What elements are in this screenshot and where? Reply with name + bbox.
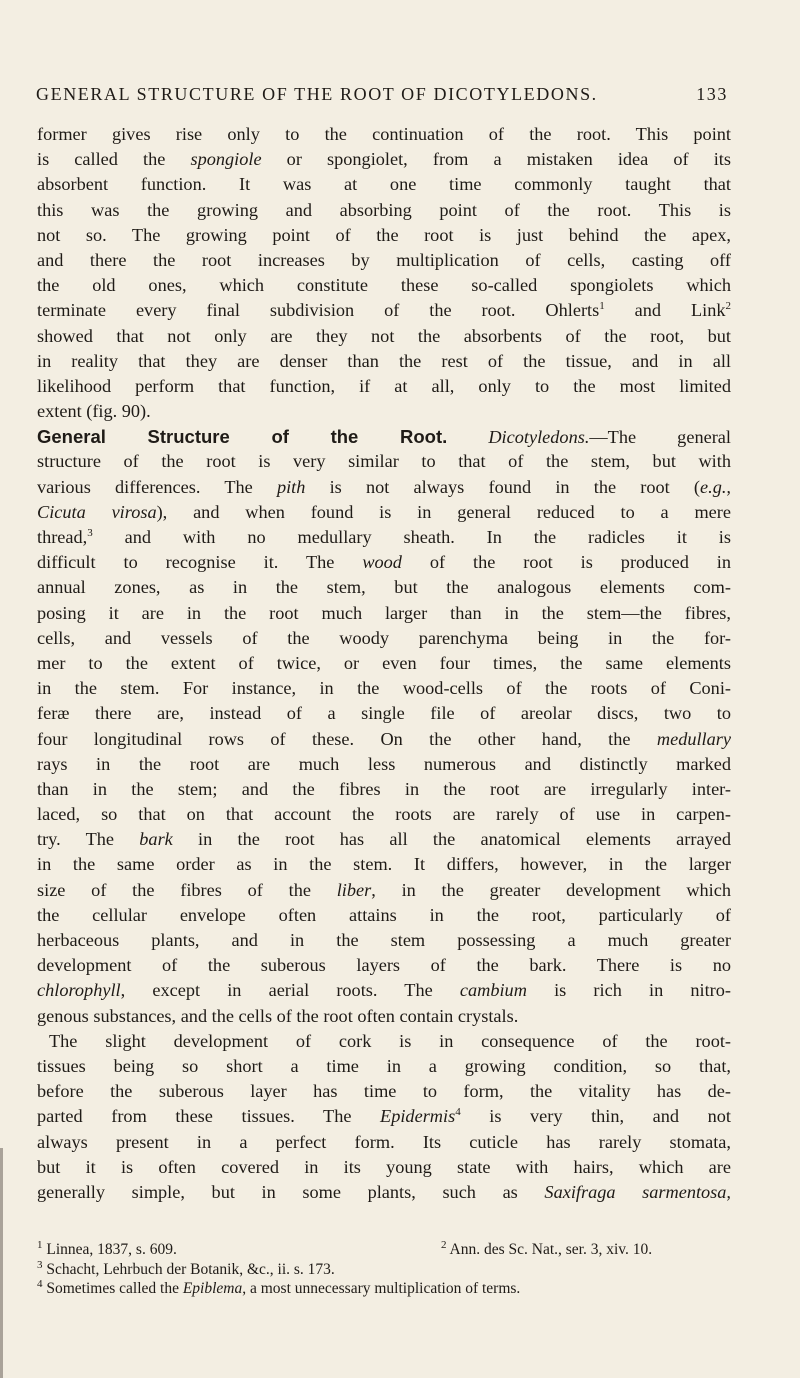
text-line: in the same order as in the stem. It differs, however, in the larger [37, 854, 731, 875]
footnote-row: $^4$ Sometimes called the Epiblema, a most unnecessary multiplication of terms. [37, 1277, 521, 1297]
text-line: four longitudinal rows of these. On the other hand, the medullary [37, 728, 731, 749]
text-line: annual zones, as in the stem, but the analogous elements com- [37, 577, 731, 598]
text-line: herbaceous plants, and in the stem possessing a much greater [37, 930, 731, 950]
text-line: generally simple, but in some plants, such as Saxifraga sarmentosa, [37, 1181, 731, 1202]
footnote-ref: 4 [455, 1106, 461, 1119]
footnote-ref: 2 [725, 300, 731, 313]
text-line: structure of the root is very similar to that of the stem, but with [37, 451, 731, 472]
main-text [37, 122, 731, 1205]
text-line: showed that not only are they not the absorbents of the root, but [37, 325, 731, 346]
text-line: but it is often covered in its young state with hairs, which are [37, 1156, 731, 1177]
text-line: the old ones, which constitute these so-called spongiolets which [37, 275, 731, 296]
text-line: thread,$^3$ and with no medullary sheath. In the radicles it is [37, 526, 731, 547]
footnote-row: $^1$ Linnea, 1837, s. 609. $^2$ Ann. des Sc. Nat., ser. 3, xiv. 10. [37, 1238, 653, 1258]
footnote-ref: 1 [599, 300, 605, 313]
text-line: Cicuta virosa), and when found is in general reduced to a mere [37, 501, 731, 522]
section-heading-line: General Structure of the Root. Dicotyledons.—The general [37, 426, 731, 448]
footnote-3: Schacht, Lehrbuch der Botanik, &c., ii. s. 173. [42, 1260, 335, 1278]
text-line: extent (fig. 90). [37, 401, 151, 422]
text-line: absorbent function. It was at one time commonly taught that [37, 174, 731, 195]
footnote-ref: 3 [87, 526, 93, 539]
text-line: cells, and vessels of the woody parenchyma being in the for- [37, 627, 731, 648]
text-line: before the suberous layer has time to form, the vitality has de- [37, 1081, 731, 1102]
footnote-row: $^3$ Schacht, Lehrbuch der Botanik, &c., ii. s. 173. [37, 1258, 335, 1278]
text-line: various differences. The pith is not always found in the root (e.g., [37, 476, 731, 497]
text-line: and there the root increases by multiplication of cells, casting off [37, 249, 731, 270]
text-line: than in the stem; and the fibres in the root are irregularly inter- [37, 778, 731, 799]
text-line: tissues being so short a time in a growing condition, so that, [37, 1055, 731, 1076]
text-line: development of the suberous layers of the bark. There is no [37, 955, 731, 976]
footnote-1: Linnea, 1837, s. 609. [42, 1241, 177, 1258]
running-title: GENERAL STRUCTURE OF THE ROOT OF DICOTYLEDONS. [36, 84, 598, 104]
footnote-2: Ann. des Sc. Nat., ser. 3, xiv. 10. [446, 1241, 653, 1258]
text-line: terminate every final subdivision of the root. Ohlerts$^1$ and Link$^2$ [37, 300, 731, 321]
text-line: this was the growing and absorbing point of the root. This is [37, 199, 731, 220]
page-edge-shadow [0, 1148, 3, 1378]
text-line: laced, so that on that account the roots are rarely of use in carpen- [37, 804, 731, 825]
term-spongiole: spongiole [190, 149, 262, 170]
text-line: in reality that they are denser than the rest of the tissue, and in all [37, 350, 731, 371]
text-line: genous substances, and the cells of the root often contain crystals. [37, 1005, 519, 1026]
text-line: is called the spongiole or spongiolet, from a mistaken idea of its [37, 149, 731, 170]
footnotes [37, 1240, 731, 1299]
text-line: size of the fibres of the liber, in the greater development which [37, 879, 731, 900]
text-line: try. The bark in the root has all the anatomical elements arrayed [37, 829, 731, 850]
footnote-2-wrap: $^2$ Ann. des Sc. Nat., ser. 3, xiv. 10. [441, 1238, 653, 1258]
running-header [36, 84, 728, 105]
text-line: parted from these tissues. The Epidermis$^4$ is very thin, and not [37, 1106, 731, 1127]
text-line: rays in the root are much less numerous and distinctly marked [37, 753, 731, 774]
text-line: chlorophyll, except in aerial roots. The cambium is rich in nitro- [37, 980, 731, 1001]
text-line: difficult to recognise it. The wood of the root is produced in [37, 552, 731, 573]
text-line: The slight development of cork is in consequence of the root- [49, 1030, 731, 1051]
text-line: the cellular envelope often attains in the root, particularly of [37, 904, 731, 925]
term-epiblema: Epiblema [182, 1280, 243, 1297]
section-heading: General Structure of the Root. [37, 426, 448, 448]
text-line: former gives rise only to the continuation of the root. This point [37, 124, 731, 144]
text-line: likelihood perform that function, if at all, only to the most limited [37, 375, 731, 396]
text-line: always present in a perfect form. Its cuticle has rarely stomata, [37, 1131, 731, 1152]
text-line: mer to the extent of twice, or even four times, the same elements [37, 652, 731, 673]
text-line: feræ there are, instead of a single file of areolar discs, two to [37, 703, 731, 724]
text-line: not so. The growing point of the root is just behind the apex, [37, 224, 731, 245]
page-number: 133 [696, 84, 728, 104]
text-line: in the stem. For instance, in the wood-cells of the roots of Coni- [37, 678, 731, 699]
text-line: posing it are in the root much larger than in the stem—the fibres, [37, 602, 731, 623]
